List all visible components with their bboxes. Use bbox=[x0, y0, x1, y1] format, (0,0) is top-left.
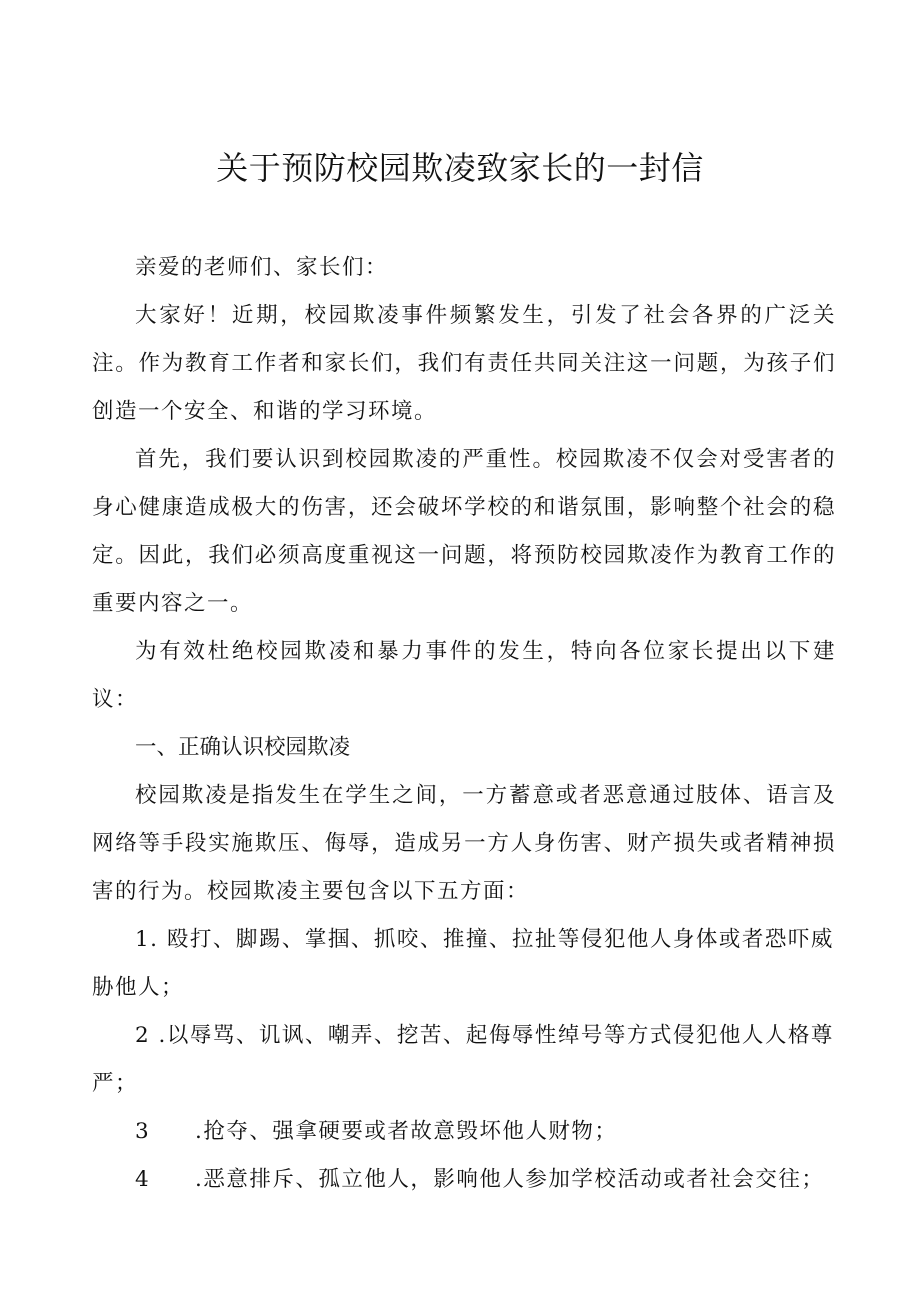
section-heading: 一、正确认识校园欺凌 bbox=[135, 735, 351, 760]
greeting: 亲爱的老师们、家长们： bbox=[135, 255, 389, 280]
list-item-4 bbox=[92, 1156, 836, 1204]
document-title: 关于预防校园欺凌致家长的一封信 bbox=[216, 149, 704, 187]
paragraph-seriousness: 首先，我们要认识到校园欺凌的严重性。校园欺凌不仅会对受害者的身心健康造成极大的伤害，还会破坏学校的和谐氛围，影响整个社会的稳定。因此，我们必须高度重视这一问题，将预防校园欺凌作为教育工作的重要内容之一。 bbox=[92, 447, 836, 616]
paragraph-definition: 校园欺凌是指发生在学生之间，一方蓄意或者恶意通过肢体、语言及网络等手段实施欺压、侮辱，造成另一方人身伤害、财产损失或者精神损害的行为。校园欺凌主要包含以下五方面： bbox=[92, 783, 836, 904]
paragraph-intro: 大家好！近期，校园欺凌事件频繁发生，引发了社会各界的广泛关注。作为教育工作者和家长们，我们有责任共同关注这一问题，为孩子们创造一个安全、和谐的学习环境。 bbox=[92, 303, 836, 424]
list-item-4-text: .恶意排斥、孤立他人，影响他人参加学校活动或者社会交往； bbox=[195, 1167, 825, 1192]
list-item-1: 1. 殴打、脚踢、掌掴、抓咬、推撞、拉扯等侵犯他人身体或者恐吓威胁他人； bbox=[92, 927, 834, 1000]
list-item-3-number: 3 bbox=[135, 1119, 151, 1144]
list-item-3 bbox=[92, 1108, 836, 1156]
paragraph-suggestions: 为有效杜绝校园欺凌和暴力事件的发生，特向各位家长提出以下建议： bbox=[92, 639, 836, 712]
list-item-2: 2 .以辱骂、讥讽、嘲弄、挖苦、起侮辱性绰号等方式侵犯他人人格尊严； bbox=[92, 1023, 834, 1096]
list-item-4-number: 4 bbox=[135, 1167, 151, 1192]
list-item-3-text: .抢夺、强拿硬要或者故意毁坏他人财物； bbox=[195, 1119, 618, 1144]
document-body bbox=[92, 244, 836, 1204]
